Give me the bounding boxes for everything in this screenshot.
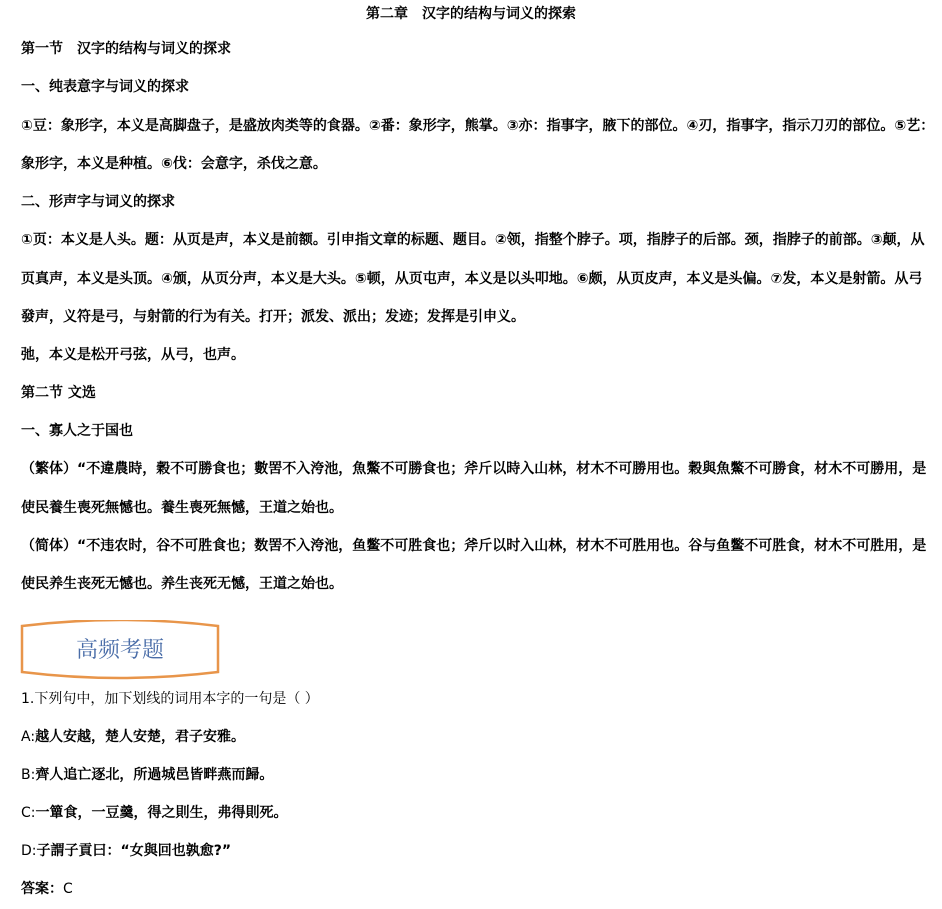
- paragraph-line: 弛，本义是松开弓弦，从弓，也声。: [21, 347, 245, 363]
- option-text: 子謂子貢曰：“女與回也孰愈?”: [36, 843, 232, 859]
- paragraph-line: 象形字，本义是种植。⑥伐：会意字，杀伐之意。: [21, 156, 327, 172]
- text-traditional-line: 使民養生喪死無憾也。養生喪死無憾，王道之始也。: [21, 500, 343, 516]
- section-heading: 第二节 文选: [21, 385, 96, 401]
- paragraph-line: ①页：本义是人头。题：从页是声，本义是前额。引申指文章的标题、题目。②领，指整个脖子。项，指脖子的后部。颈，指脖子的前部。③颠，从: [21, 232, 925, 248]
- question-stem: 1.下列句中，加下划线的词用本字的一句是（ ）: [21, 691, 319, 707]
- text-simplified-line: 使民养生丧死无憾也。养生丧死无憾，王道之始也。: [21, 576, 343, 592]
- option-letter: A: [21, 729, 31, 745]
- paragraph-line: ①豆：象形字，本义是高脚盘子，是盛放肉类等的食器。②番：象形字，熊掌。③亦：指事字，腋下的部位。④刃，指事字，指示刀刃的部位。⑤艺：: [21, 118, 935, 134]
- option-letter: B: [21, 767, 31, 783]
- paragraph-line: 页真声，本义是头顶。④颁，从页分声，本义是大头。⑤顿，从页屯声，本义是以头叩地。⑥颇，从页皮声，本义是头偏。⑦发，本义是射箭。从弓: [21, 271, 923, 287]
- option-letter: D: [21, 843, 32, 859]
- high-frequency-badge: [20, 620, 220, 680]
- answer-value: C: [63, 881, 73, 897]
- option-d: D:子謂子貢曰：“女與回也孰愈?”: [21, 843, 232, 859]
- chapter-title: 第二章 汉字的结构与词义的探索: [366, 6, 576, 22]
- answer-label: 答案：: [21, 881, 63, 897]
- section-heading: 第一节 汉字的结构与词义的探求: [21, 41, 231, 57]
- option-letter: C: [21, 805, 31, 821]
- subsection-heading: 一、寡人之于国也: [21, 423, 133, 439]
- paragraph-line: 發声，义符是弓，与射箭的行为有关。打开；派发、派出；发迹；发挥是引申义。: [21, 309, 525, 325]
- text-traditional-line: （繁体）“不違農時，穀不可勝食也；數罟不入洿池，魚鱉不可勝食也；斧斤以時入山林，材木不可勝用也。穀與魚鱉不可勝食，材木不可勝用，是: [21, 461, 927, 477]
- answer-line: [21, 880, 73, 898]
- subsection-heading: 二、形声字与词义的探求: [21, 194, 175, 210]
- subsection-heading: 一、纯表意字与词义的探求: [21, 79, 189, 95]
- badge-label: 高频考题: [75, 638, 164, 663]
- option-b: B:齊人追亡逐北，所過城邑皆畔燕而歸。: [21, 767, 274, 783]
- option-a: A:越人安越，楚人安楚，君子安雅。: [21, 729, 246, 745]
- option-text: 齊人追亡逐北，所過城邑皆畔燕而歸。: [35, 767, 274, 783]
- option-c: C:一簞食，一豆羹，得之則生，弗得則死。: [21, 805, 288, 821]
- option-text: 越人安越，楚人安楚，君子安雅。: [35, 729, 246, 745]
- option-text: 一簞食，一豆羹，得之則生，弗得則死。: [35, 805, 288, 821]
- text-simplified-line: （简体）“不违农时，谷不可胜食也；数罟不入洿池，鱼鳖不可胜食也；斧斤以时入山林，材木不可胜用也。谷与鱼鳖不可胜食，材木不可胜用，是: [21, 538, 927, 554]
